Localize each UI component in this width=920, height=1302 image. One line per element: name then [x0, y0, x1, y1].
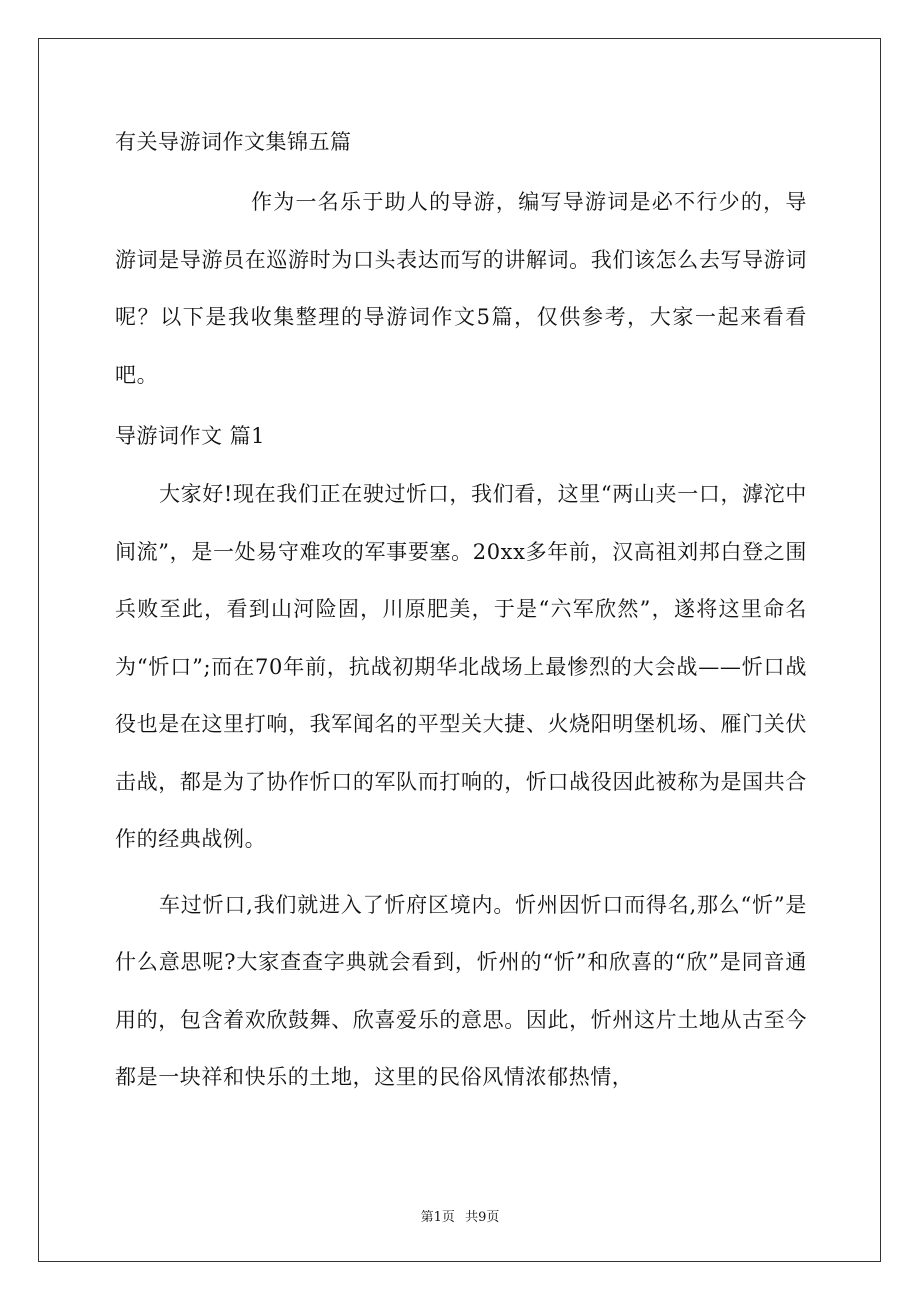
page-total: 共9页: [465, 1210, 500, 1225]
document-title: 有关导游词作文集锦五篇: [115, 130, 352, 154]
intro-paragraph: 作为一名乐于助人的导游，编写导游词是必不行少的，导游词是导游员在巡游时为口头表达而写的讲解词。我们该怎么去写导游词呢？以下是我收集整理的导游词作文5篇，仅供参考，大家一起来看看吧。: [115, 190, 807, 387]
body-paragraph-1: 大家好!现在我们正在驶过忻口，我们看，这里“两山夹一口，滹沱中间流”，是一处易守难攻的军事要塞。20xx多年前，汉高祖刘邦白登之围兵败至此，看到山河险固，川原肥美，于是“六军欣然”，遂将这里命名为“忻口”;而在70年前，抗战初期华北战场上最惨烈的大会战——忻口战役也是在这里打响，我军闻名的平型关大捷、火烧阳明堡机场、雁门关伏击战，都是为了协作忻口的军队而打响的，忻口战役因此被称为是国共合作的经典战例。: [115, 482, 807, 851]
section-heading: 导游词作文 篇1: [115, 424, 266, 448]
body-paragraph-2: 车过忻口,我们就进入了忻府区境内。忻州因忻口而得名,那么“忻”是什么意思呢?大家查查字典就会看到，忻州的“忻”和欣喜的“欣”是同音通用的，包含着欢欣鼓舞、欣喜爱乐的意思。因此，忻州这片土地从古至今都是一块祥和快乐的土地，这里的民俗风情浓郁热情，: [115, 892, 807, 1089]
document-body: [115, 118, 807, 1107]
page-number: 第1页: [420, 1210, 455, 1225]
page-footer: [0, 1206, 920, 1225]
